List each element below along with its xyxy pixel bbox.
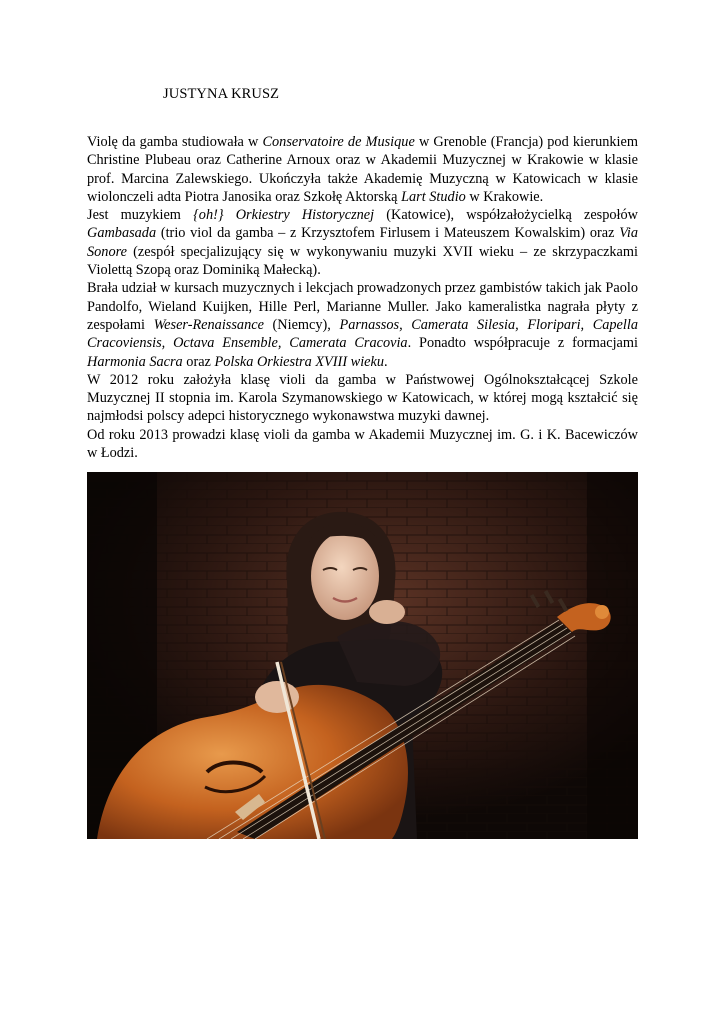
italic-text: Parnassos, Camerata Silesia, Floripari, Capella Cracoviensis, Octava Ensemble, Camerata Cracovia xyxy=(87,316,638,352)
text-segment: Violę da gamba studiowała w xyxy=(87,134,263,150)
paragraph xyxy=(87,206,638,279)
text-segment: Jest muzykiem xyxy=(87,207,194,224)
biography-text xyxy=(87,133,638,462)
text-segment: w Grenoble (Francja) pod kierunkiem Christine Plubeau oraz Catherine Arnoux oraz w Akademii Muzycznej w Krakowie w klasie prof. Marcina Zalewskiego. Ukończyła także Akademię Muzyczną w Katowicach w klasie wiolonczeli adta Piotra Janosika oraz Szkołę Aktorską xyxy=(87,134,638,205)
italic-text: Conservatoire de Musique xyxy=(262,134,415,150)
portrait-photo xyxy=(87,472,638,839)
text-segment: (trio viol da gamba – z Krzysztofem Firlusem i Mateuszem Kowalskim) oraz xyxy=(156,225,620,242)
text-segment: . Ponadto współpracuje z formacjami xyxy=(407,335,638,352)
text-segment: . xyxy=(384,353,388,370)
italic-text: Weser-Renaissance xyxy=(153,316,264,333)
text-segment: (zespół specjalizujący się w wykonywaniu muzyki XVII wieku – ze skrzypaczkami Violettą Szopą oraz Dominiką Małecką). xyxy=(87,243,638,279)
paragraph xyxy=(87,371,638,426)
italic-text: Via Sonore xyxy=(87,225,638,260)
italic-text: {oh!} Orkiestry Historycznej xyxy=(193,207,375,224)
face xyxy=(311,532,379,620)
italic-text: Polska Orkiestra XVIII wieku xyxy=(214,353,384,370)
text-segment: (Niemcy), xyxy=(263,316,340,333)
text-segment: Brała udział w kursach muzycznych i lekcjach prowadzonych przez gambistów takich jak Paolo Pandolfo, Wieland Kuijken, Hille Perl, Marianne Muller. Jako kameralistka nagrała płyty z zespołami xyxy=(87,280,638,333)
text-segment: (Katowice), współzałożycielką zespołów xyxy=(374,207,638,224)
italic-text: Harmonia Sacra xyxy=(87,353,183,370)
paragraph xyxy=(87,279,638,370)
paragraph xyxy=(87,426,638,463)
text-segment: w Krakowie. xyxy=(465,188,544,205)
italic-text: Gambasada xyxy=(87,225,157,242)
italic-text: Lart Studio xyxy=(401,188,466,205)
text-segment: oraz xyxy=(182,353,215,370)
text-segment: W 2012 roku założyła klasę violi da gamba w Państwowej Ogólnokształcącej Szkole Muzycznej II stopnia im. Karola Szymanowskiego w Katowicach, w której mogą kształcić się najmłodsi polscy adepci historycznego wykonawstwa muzyki dawnej. xyxy=(87,371,638,425)
document-title: JUSTYNA KRUSZ xyxy=(163,86,280,102)
portrait-illustration xyxy=(87,472,638,839)
text-segment: Od roku 2013 prowadzi klasę violi da gamba w Akademii Muzycznej im. G. i K. Bacewiczów w Łodzi. xyxy=(87,426,638,462)
paragraph xyxy=(87,133,638,206)
